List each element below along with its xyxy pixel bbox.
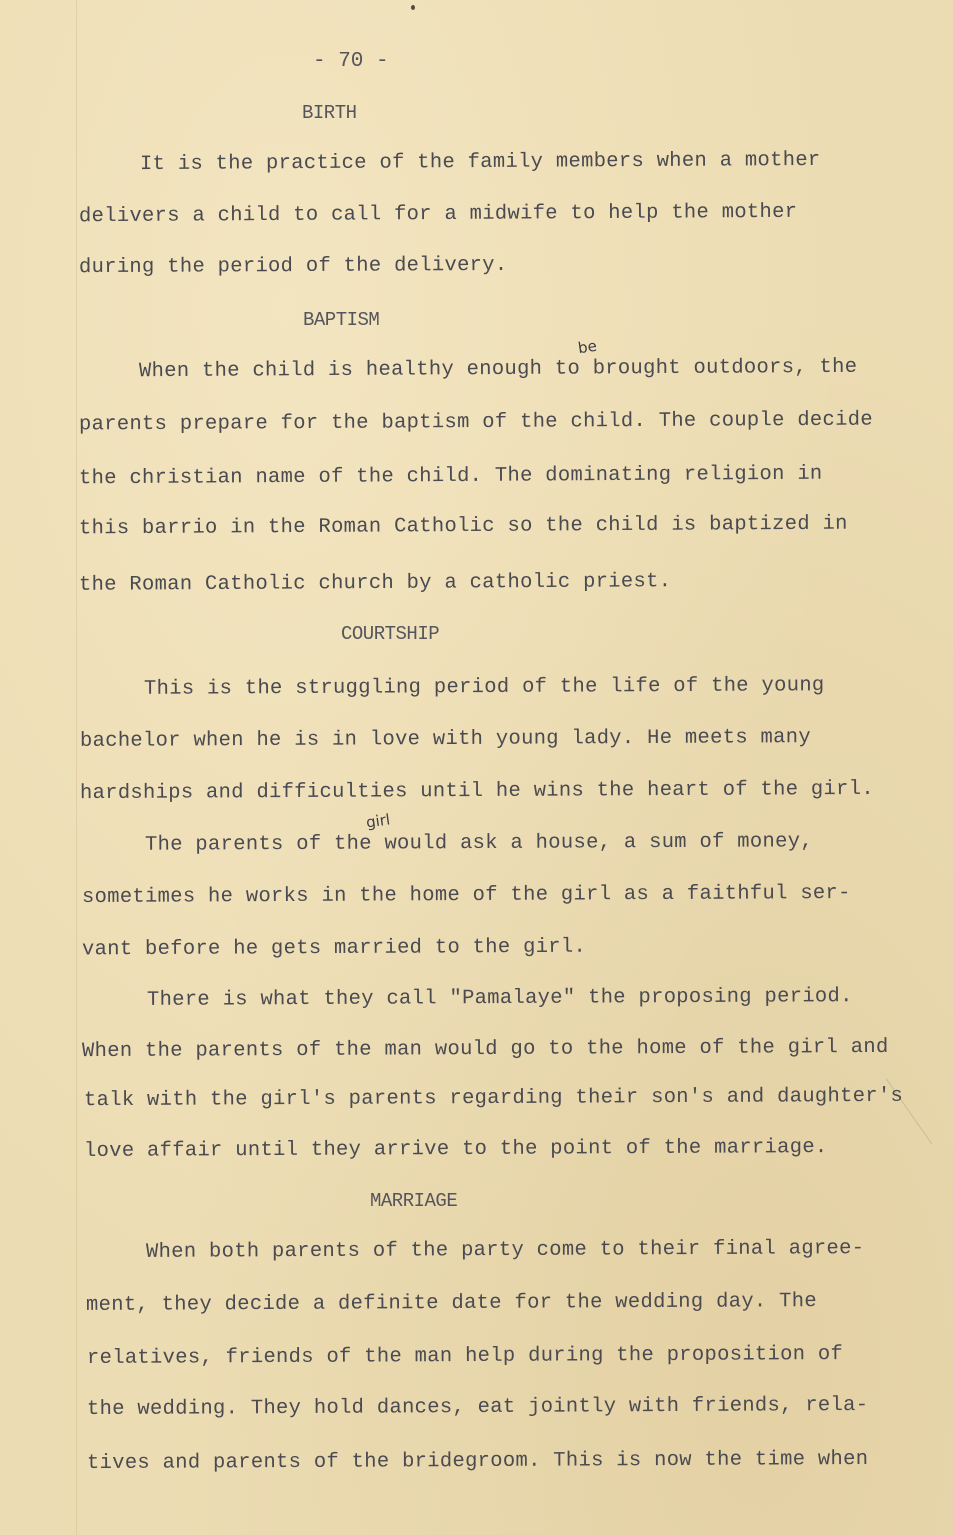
- courtship-line-1: This is the struggling period of the life of the young: [143, 674, 825, 701]
- section-heading-birth: BIRTH: [302, 102, 357, 124]
- page-margin-line: [76, 0, 77, 1535]
- courtship-line-8: When the parents of the man would go to the home of the girl and: [81, 1035, 889, 1064]
- baptism-line-5: the Roman Catholic church by a catholic priest.: [78, 570, 672, 597]
- marriage-line-4: the wedding. They hold dances, eat jointly with friends, rela-: [86, 1393, 869, 1422]
- page-number: - 70 -: [313, 50, 389, 73]
- ink-dot: [411, 5, 415, 10]
- birth-line-2: delivers a child to call for a midwife to help the mother: [78, 200, 798, 229]
- section-heading-baptism: BAPTISM: [303, 309, 380, 331]
- baptism-line-1: When the child is healthy enough to brought outdoors, the: [138, 355, 858, 384]
- courtship-line-3: hardships and difficulties until he wins the heart of the girl.: [79, 777, 874, 806]
- marriage-line-3: relatives, friends of the man help during the proposition of: [86, 1343, 844, 1370]
- courtship-line-4: The parents of the would ask a house, a sum of money,: [144, 830, 813, 857]
- baptism-line-4: this barrio in the Roman Catholic so the child is baptized in: [78, 512, 848, 541]
- marriage-line-5: tives and parents of the bridegroom. This is now the time when: [86, 1447, 869, 1476]
- marriage-line-1: When both parents of the party come to their final agree-: [145, 1237, 865, 1264]
- birth-line-1: It is the practice of the family members when a mother: [139, 148, 821, 177]
- courtship-line-10: love affair until they arrive to the point of the marriage.: [83, 1136, 828, 1163]
- courtship-line-7: There is what they call "Pamalaye" the proposing period.: [146, 985, 853, 1012]
- section-heading-courtship: COURTSHIP: [341, 623, 440, 645]
- handwritten-insert-be: be: [576, 336, 598, 358]
- birth-line-3: during the period of the delivery.: [78, 253, 508, 280]
- courtship-line-9: talk with the girl's parents regarding their son's and daughter's: [83, 1084, 904, 1113]
- courtship-line-2: bachelor when he is in love with young lady. He meets many: [79, 726, 811, 753]
- baptism-line-2: parents prepare for the baptism of the child. The couple decide: [78, 408, 873, 437]
- marriage-line-2: ment, they decide a definite date for the wedding day. The: [85, 1290, 817, 1317]
- handwritten-insert-girl: girl: [364, 810, 392, 832]
- baptism-line-3: the christian name of the child. The dominating religion in: [78, 462, 823, 491]
- courtship-line-6: vant before he gets married to the girl.: [81, 935, 587, 962]
- courtship-line-5: sometimes he works in the home of the girl as a faithful ser-: [81, 881, 851, 910]
- section-heading-marriage: MARRIAGE: [370, 1190, 458, 1212]
